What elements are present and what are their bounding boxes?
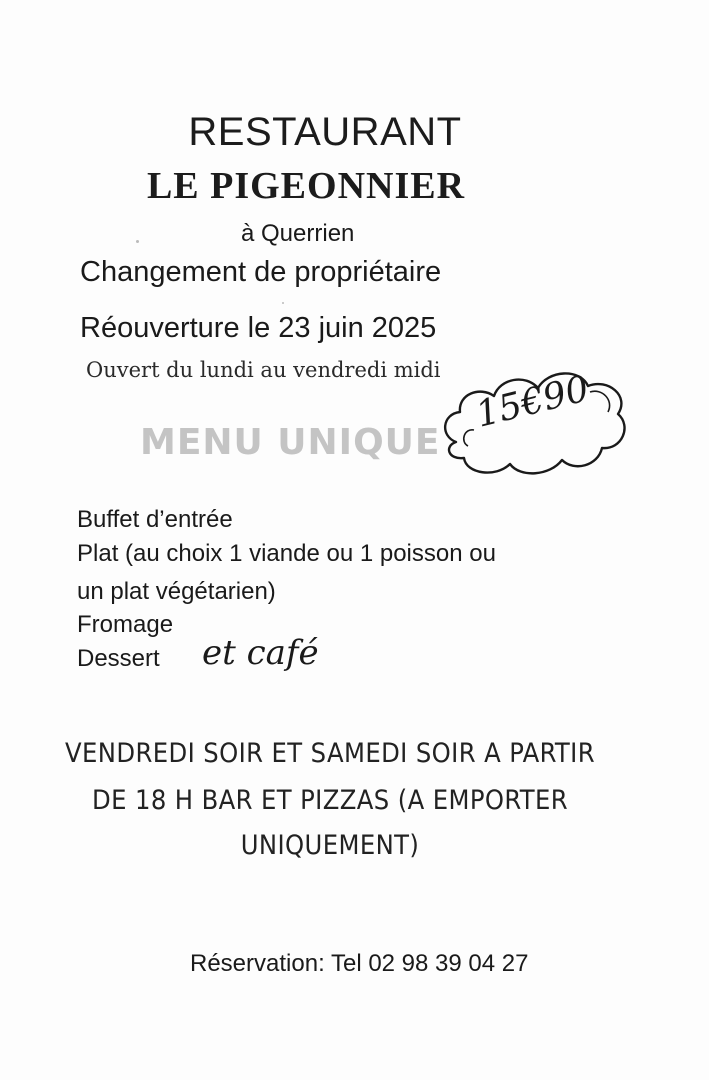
paper-speck	[282, 302, 284, 304]
evening-notice-line: VENDREDI SOIR ET SAMEDI SOIR A PARTIR	[65, 738, 595, 769]
menu-price: 15€90	[472, 368, 594, 436]
paper-speck	[136, 240, 139, 243]
opening-hours: Ouvert du lundi au vendredi midi	[86, 358, 441, 382]
restaurant-location: à Querrien	[241, 220, 355, 247]
evening-notice-line: UNIQUEMENT)	[240, 830, 420, 861]
ownership-change-notice: Changement de propriétaire	[80, 256, 442, 288]
menu-item: Dessert	[77, 645, 160, 672]
menu-item: Plat (au choix 1 viande ou 1 poisson ou	[77, 540, 496, 567]
reopening-date: Réouverture le 23 juin 2025	[80, 312, 437, 344]
menu-item: un plat végétarien)	[77, 578, 276, 605]
menu-title: MENU UNIQUE	[140, 422, 441, 463]
restaurant-name: LE PIGEONNIER	[146, 165, 466, 207]
reservation-phone: Réservation: Tel 02 98 39 04 27	[190, 950, 529, 977]
evening-notice-line: DE 18 H BAR ET PIZZAS (A EMPORTER	[92, 785, 568, 816]
restaurant-heading: RESTAURANT	[188, 110, 462, 154]
menu-item: Fromage	[77, 611, 174, 638]
price-cloud	[438, 362, 630, 488]
menu-item: Buffet d’entrée	[77, 506, 233, 533]
handwritten-coffee-note: et café	[202, 633, 319, 673]
